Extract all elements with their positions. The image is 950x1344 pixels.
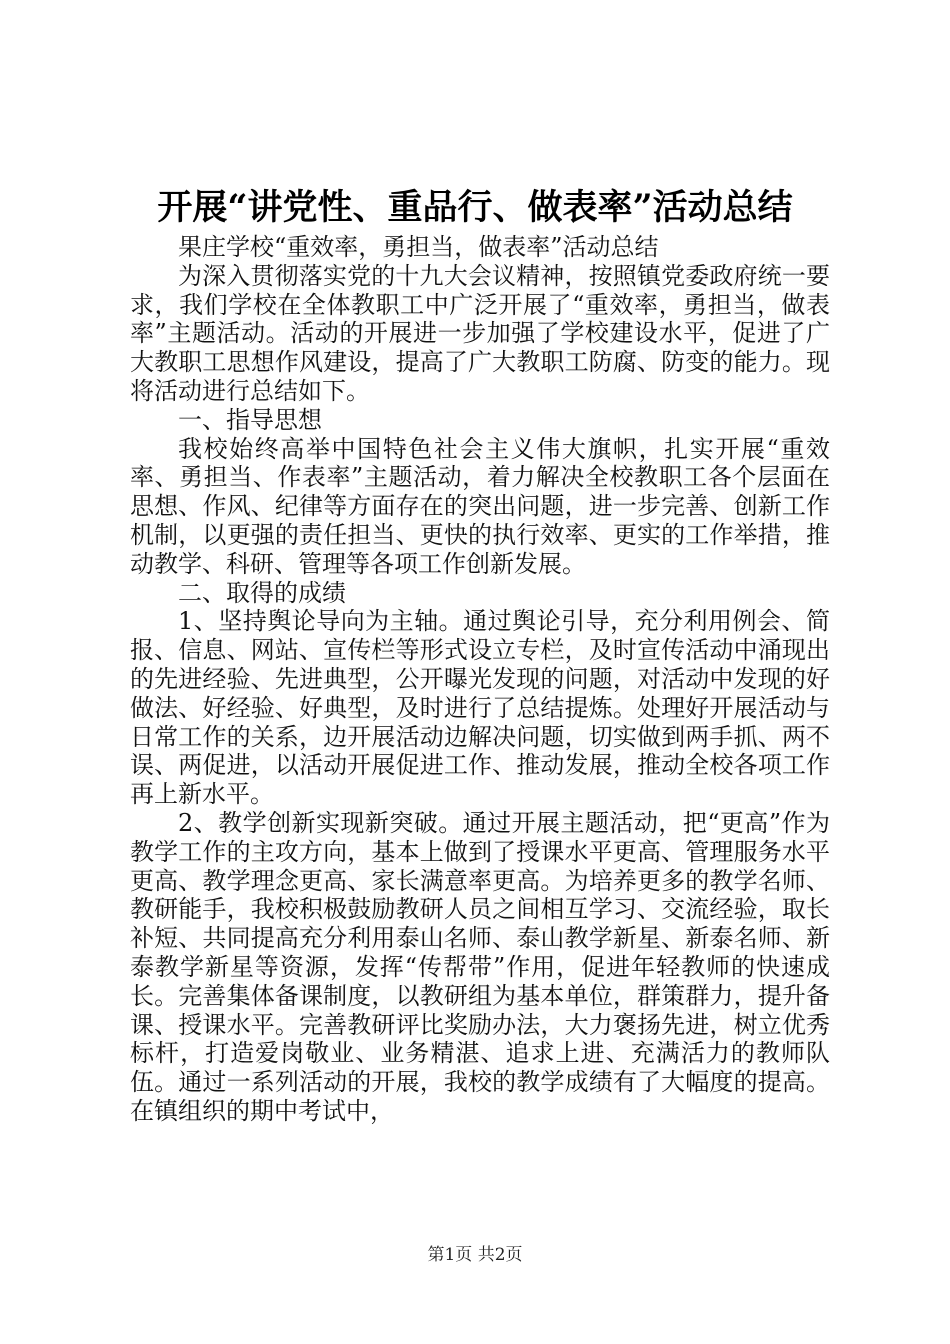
document-body xyxy=(130,233,830,1126)
document-subtitle: 果庄学校“重效率，勇担当，做表率”活动总结 xyxy=(178,233,659,261)
section1-paragraph: 我校始终高举中国特色社会主义伟大旗帜，扎实开展“重效率、勇担当、作表率”主题活动，着力解决全校教职工各个层面在思想、作风、纪律等方面存在的突出问题，进一步完善、创新工作机制，以更强的责任担当、更快的执行效率、更实的工作举措，推动教学、科研、管理等各项工作创新发展。 xyxy=(130,434,830,578)
section2-heading: 二、取得的成绩 xyxy=(178,578,346,607)
section2-item2-paragraph: 2、教学创新实现新突破。通过开展主题活动，把“更高”作为教学工作的主攻方向，基本上做到了授课水平更高、管理服务水平更高、教学理念更高、家长满意率更高。为培养更多的教学名师、教研能手，我校积极鼓励教研人员之间相互学习、交流经验，取长补短、共同提高充分利用泰山名师、泰山教学新星、新泰名师、新泰教学新星等资源，发挥“传帮带”作用，促进年轻教师的快速成长。完善集体备课制度，以教研组为基本单位，群策群力，提升备课、授课水平。完善教研评比奖励办法，大力褒扬先进，树立优秀标杆，打造爱岗敬业、业务精湛、追求上进、充满活力的教师队伍。通过一系列活动的开展，我校的教学成绩有了大幅度的提高。在镇组织的期中考试中， xyxy=(130,808,830,1125)
section2-item1-paragraph: 1、坚持舆论导向为主轴。通过舆论引导，充分利用例会、简报、信息、网站、宣传栏等形式设立专栏，及时宣传活动中涌现出的先进经验、先进典型，公开曝光发现的问题，对活动中发现的好做法、好经验、好典型，及时进行了总结提炼。处理好开展活动与日常工作的关系，边开展活动边解决问题，切实做到两手抓、两不误、两促进，以活动开展促进工作、推动发展，推动全校各项工作再上新水平。 xyxy=(130,607,830,809)
intro-paragraph: 为深入贯彻落实党的十九大会议精神，按照镇党委政府统一要求，我们学校在全体教职工中广泛开展了“重效率，勇担当，做表率”主题活动。活动的开展进一步加强了学校建设水平，促进了广大教职工思想作风建设，提高了广大教职工防腐、防变的能力。现将活动进行总结如下。 xyxy=(130,261,830,405)
section1-heading: 一、指导思想 xyxy=(178,405,322,434)
document-title: 开展“讲党性、重品行、做表率”活动总结 xyxy=(157,187,793,228)
page-number-footer: 第1页 共2页 xyxy=(427,1245,523,1265)
